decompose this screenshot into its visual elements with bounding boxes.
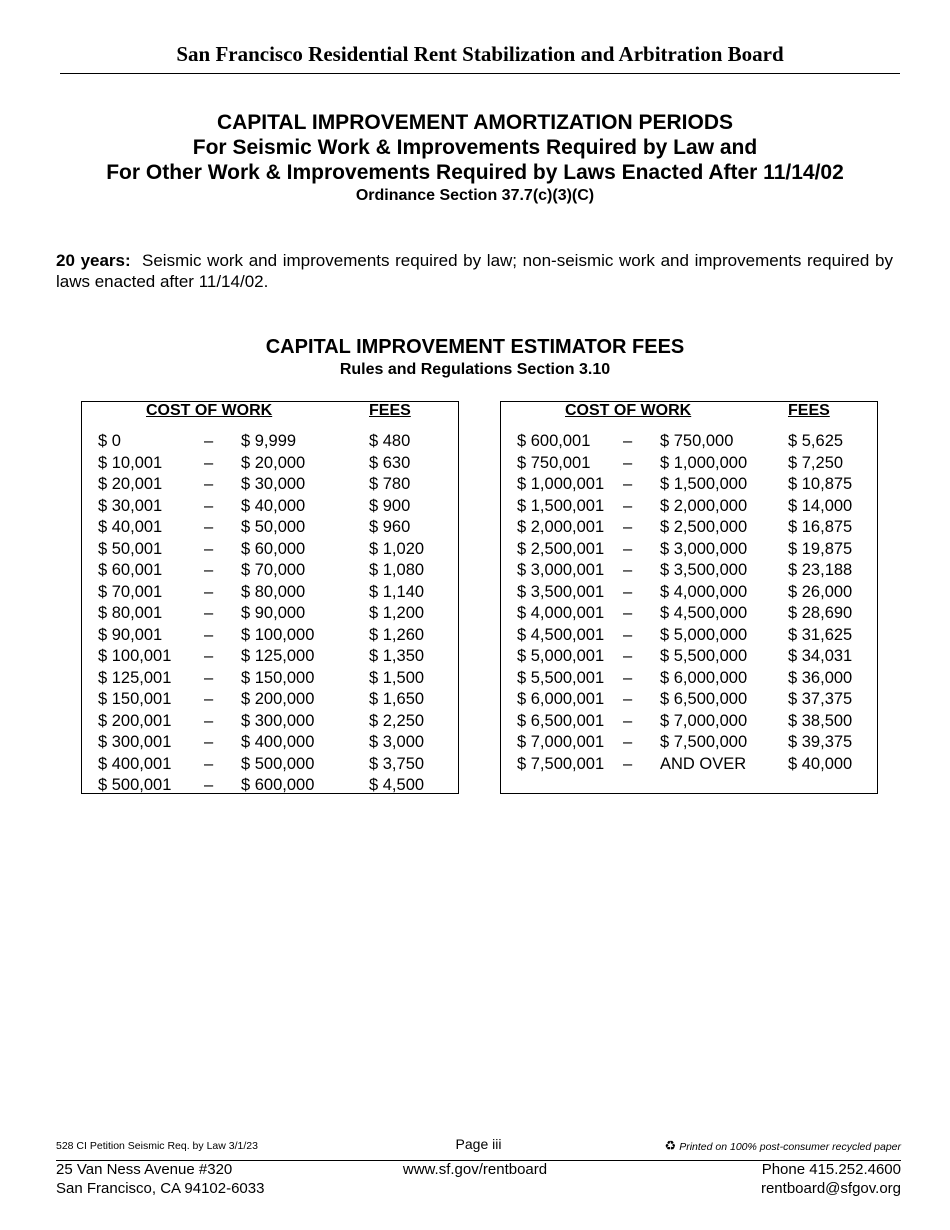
range-dash: –: [623, 668, 633, 687]
cost-from: $ 30,001: [98, 496, 163, 515]
table-row: [82, 539, 458, 561]
fee-amount: $ 7,250: [788, 453, 844, 472]
cost-from: $ 90,001: [98, 625, 163, 644]
table-row: [501, 668, 877, 690]
table-row: [82, 453, 458, 475]
table-row: [501, 560, 877, 582]
title-line-1: CAPITAL IMPROVEMENT AMORTIZATION PERIODS: [216, 111, 734, 134]
cost-to: $ 7,000,000: [660, 711, 748, 730]
table-row: [501, 496, 877, 518]
table-row: [501, 646, 877, 668]
fee-amount: $ 1,650: [369, 690, 425, 708]
cost-from: $ 4,500,001: [517, 625, 605, 644]
cost-to: $ 6,500,000: [660, 690, 748, 708]
range-dash: –: [204, 518, 214, 536]
range-dash: –: [204, 432, 214, 450]
table-row: [82, 711, 458, 733]
cost-to: $ 40,000: [241, 496, 306, 515]
fee-amount: $ 1,020: [369, 539, 425, 558]
fee-amount: $ 2,250: [369, 711, 425, 730]
amortization-paragraph: [56, 250, 893, 292]
cost-to: $ 750,000: [660, 432, 734, 450]
cost-to: $ 1,000,000: [660, 453, 748, 472]
cost-to: $ 70,000: [241, 561, 306, 579]
cost-from: $ 5,500,001: [517, 668, 605, 687]
form-code: 528 CI Petition Seismic Req. by Law 3/1/23: [56, 1140, 258, 1152]
range-dash: –: [623, 561, 633, 579]
cost-from: $ 7,000,001: [517, 733, 605, 751]
table-row: [82, 689, 458, 711]
ordinance-section: Ordinance Section 37.7(c)(3)(C): [355, 187, 595, 204]
fee-amount: $ 10,875: [788, 475, 853, 493]
table-row: [82, 582, 458, 604]
cost-from: $ 300,001: [98, 733, 172, 751]
cost-to: $ 7,500,000: [660, 733, 748, 751]
range-dash: –: [623, 582, 633, 601]
fee-table-right-rows: [501, 431, 877, 775]
table-row: [501, 517, 877, 539]
cost-from: $ 400,001: [98, 754, 172, 773]
recycle-icon: ♻: [664, 1138, 677, 1153]
cost-from: $ 125,001: [98, 668, 172, 687]
range-dash: –: [204, 496, 214, 515]
fee-amount: $ 630: [369, 453, 411, 472]
recycled-note: [665, 1138, 901, 1154]
email-link[interactable]: rentboard@sfgov.org: [760, 1180, 901, 1197]
table-row: [501, 754, 877, 776]
fee-amount: $ 480: [369, 432, 411, 450]
cost-from: $ 60,001: [98, 561, 163, 579]
range-dash: –: [204, 711, 214, 730]
fee-amount: $ 900: [369, 496, 411, 515]
fee-amount: $ 36,000: [788, 668, 853, 687]
cost-from: $ 150,001: [98, 690, 172, 708]
fee-amount: $ 780: [369, 475, 411, 493]
fee-amount: $ 14,000: [788, 496, 853, 515]
title-line-3: For Other Work & Improvements Required by Laws Enacted After 11/14/02: [106, 161, 844, 184]
fees-subtitle: Rules and Regulations Section 3.10: [339, 361, 611, 378]
cost-from: $ 600,001: [517, 432, 591, 450]
cost-from: $ 2,500,001: [517, 539, 605, 558]
cost-of-work-header: COST OF WORK: [146, 402, 273, 419]
cost-from: $ 50,001: [98, 539, 163, 558]
range-dash: –: [204, 582, 214, 601]
fee-amount: $ 4,500: [369, 776, 425, 794]
cost-from: $ 3,500,001: [517, 582, 605, 601]
fee-amount: $ 40,000: [788, 754, 853, 773]
title-block: [0, 110, 950, 207]
range-dash: –: [204, 647, 214, 665]
table-row: [501, 453, 877, 475]
range-dash: –: [623, 475, 633, 493]
cost-from: $ 500,001: [98, 776, 172, 794]
cost-to: $ 3,000,000: [660, 539, 748, 558]
table-row: [82, 431, 458, 453]
fee-amount: $ 960: [369, 518, 411, 536]
address-line-2: San Francisco, CA 94102-6033: [56, 1180, 265, 1197]
range-dash: –: [204, 453, 214, 472]
fee-amount: $ 1,200: [369, 604, 425, 622]
range-dash: –: [204, 754, 214, 773]
cost-from: $ 200,001: [98, 711, 172, 730]
table-row: [82, 668, 458, 690]
cost-to: $ 5,500,000: [660, 647, 748, 665]
table-row: [501, 539, 877, 561]
table-row: [82, 603, 458, 625]
fee-amount: $ 5,625: [788, 432, 844, 450]
range-dash: –: [204, 733, 214, 751]
cost-from: $ 20,001: [98, 475, 163, 493]
range-dash: –: [204, 561, 214, 579]
fee-amount: $ 37,375: [788, 690, 853, 708]
paragraph-text: Seismic work and improvements required by law; non-seismic work and improvements required by laws enacted after 11/14/02.: [56, 251, 894, 291]
board-header: San Francisco Residential Rent Stabilization and Arbitration Board: [60, 42, 900, 74]
cost-to: $ 2,500,000: [660, 518, 748, 536]
table-row: [82, 775, 458, 797]
table-row: [82, 625, 458, 647]
cost-from: $ 3,000,001: [517, 561, 605, 579]
range-dash: –: [204, 604, 214, 622]
cost-to: $ 30,000: [241, 475, 306, 493]
fee-amount: $ 26,000: [788, 582, 853, 601]
range-dash: –: [623, 539, 633, 558]
range-dash: –: [623, 518, 633, 536]
fees-title: CAPITAL IMPROVEMENT ESTIMATOR FEES: [265, 336, 685, 358]
fee-amount: $ 34,031: [788, 647, 853, 665]
table-row: [82, 754, 458, 776]
fee-amount: $ 1,080: [369, 561, 425, 579]
range-dash: –: [623, 690, 633, 708]
cost-from: $ 5,000,001: [517, 647, 605, 665]
title-line-2: For Seismic Work & Improvements Required by Law and: [192, 136, 758, 159]
table-row: [501, 689, 877, 711]
fee-table-left-rows: [82, 431, 458, 797]
cost-to: $ 150,000: [241, 668, 315, 687]
fee-table-left: [81, 401, 459, 794]
table-row: [501, 625, 877, 647]
fee-amount: $ 19,875: [788, 539, 853, 558]
cost-from: $ 4,000,001: [517, 604, 605, 622]
fee-amount: $ 3,000: [369, 733, 425, 751]
cost-to: $ 4,500,000: [660, 604, 748, 622]
cost-to: $ 60,000: [241, 539, 306, 558]
fee-amount: $ 3,750: [369, 754, 425, 773]
cost-to: $ 4,000,000: [660, 582, 748, 601]
cost-to: $ 125,000: [241, 647, 315, 665]
range-dash: –: [204, 625, 214, 644]
range-dash: –: [204, 668, 214, 687]
range-dash: –: [204, 690, 214, 708]
fee-amount: $ 23,188: [788, 561, 853, 579]
table-row: [501, 603, 877, 625]
cost-to: $ 400,000: [241, 733, 315, 751]
cost-from: $ 40,001: [98, 518, 163, 536]
range-dash: –: [204, 539, 214, 558]
fees-header: FEES: [369, 402, 411, 419]
cost-to: $ 1,500,000: [660, 475, 748, 493]
fees-section-heading: [0, 335, 950, 381]
range-dash: –: [623, 733, 633, 751]
range-dash: –: [623, 625, 633, 644]
footer-top-row: [56, 1136, 901, 1156]
range-dash: –: [623, 496, 633, 515]
cost-to: $ 500,000: [241, 754, 315, 773]
range-dash: –: [204, 776, 214, 794]
range-dash: –: [623, 604, 633, 622]
cost-from: $ 70,001: [98, 582, 163, 601]
cost-from: $ 1,000,001: [517, 475, 605, 493]
fee-amount: $ 38,500: [788, 711, 853, 730]
cost-from: $ 1,500,001: [517, 496, 605, 515]
table-row: [501, 582, 877, 604]
paragraph-lead: 20 years:: [56, 251, 131, 270]
fee-amount: $ 1,350: [369, 647, 425, 665]
fee-amount: $ 1,140: [369, 582, 425, 601]
cost-to: AND OVER: [660, 754, 747, 773]
table-row: [82, 732, 458, 754]
fee-amount: $ 16,875: [788, 518, 853, 536]
cost-of-work-header: COST OF WORK: [565, 402, 692, 419]
phone-number: Phone 415.252.4600: [761, 1161, 901, 1178]
fee-amount: $ 39,375: [788, 733, 853, 751]
cost-to: $ 600,000: [241, 776, 315, 794]
fees-header: FEES: [788, 402, 830, 419]
range-dash: –: [623, 453, 633, 472]
cost-to: $ 200,000: [241, 690, 315, 708]
table-row: [501, 474, 877, 496]
table-row: [501, 431, 877, 453]
fee-amount: $ 1,260: [369, 625, 425, 644]
cost-from: $ 100,001: [98, 647, 172, 665]
cost-to: $ 3,500,000: [660, 561, 748, 579]
cost-from: $ 7,500,001: [517, 754, 605, 773]
range-dash: –: [623, 711, 633, 730]
fee-amount: $ 1,500: [369, 668, 425, 687]
range-dash: –: [623, 647, 633, 665]
fee-amount: $ 31,625: [788, 625, 853, 644]
page-number: Page iii: [455, 1136, 502, 1152]
table-row: [82, 474, 458, 496]
cost-from: $ 750,001: [517, 453, 591, 472]
cost-to: $ 100,000: [241, 625, 315, 644]
cost-from: $ 80,001: [98, 604, 163, 622]
range-dash: –: [623, 432, 633, 450]
cost-to: $ 80,000: [241, 582, 306, 601]
cost-to: $ 5,000,000: [660, 625, 748, 644]
cost-from: $ 6,500,001: [517, 711, 605, 730]
fee-amount: $ 28,690: [788, 604, 853, 622]
table-row: [82, 496, 458, 518]
fee-table-right: [500, 401, 878, 794]
footer-contact: [761, 1160, 901, 1198]
cost-to: $ 20,000: [241, 453, 306, 472]
cost-to: $ 300,000: [241, 711, 315, 730]
cost-from: $ 6,000,001: [517, 690, 605, 708]
table-row: [501, 732, 877, 754]
cost-to: $ 6,000,000: [660, 668, 748, 687]
range-dash: –: [623, 754, 633, 773]
website-link[interactable]: www.sf.gov/rentboard: [402, 1161, 548, 1178]
table-row: [82, 646, 458, 668]
table-row: [82, 560, 458, 582]
recycled-text: Printed on 100% post-consumer recycled paper: [679, 1141, 901, 1153]
cost-to: $ 9,999: [241, 432, 297, 450]
cost-to: $ 90,000: [241, 604, 306, 622]
range-dash: –: [204, 475, 214, 493]
cost-from: $ 0: [98, 432, 121, 450]
cost-to: $ 50,000: [241, 518, 306, 536]
table-row: [501, 711, 877, 733]
table-row: [82, 517, 458, 539]
cost-to: $ 2,000,000: [660, 496, 748, 515]
cost-from: $ 2,000,001: [517, 518, 605, 536]
cost-from: $ 10,001: [98, 453, 163, 472]
address-line-1: 25 Van Ness Avenue #320: [56, 1161, 233, 1178]
